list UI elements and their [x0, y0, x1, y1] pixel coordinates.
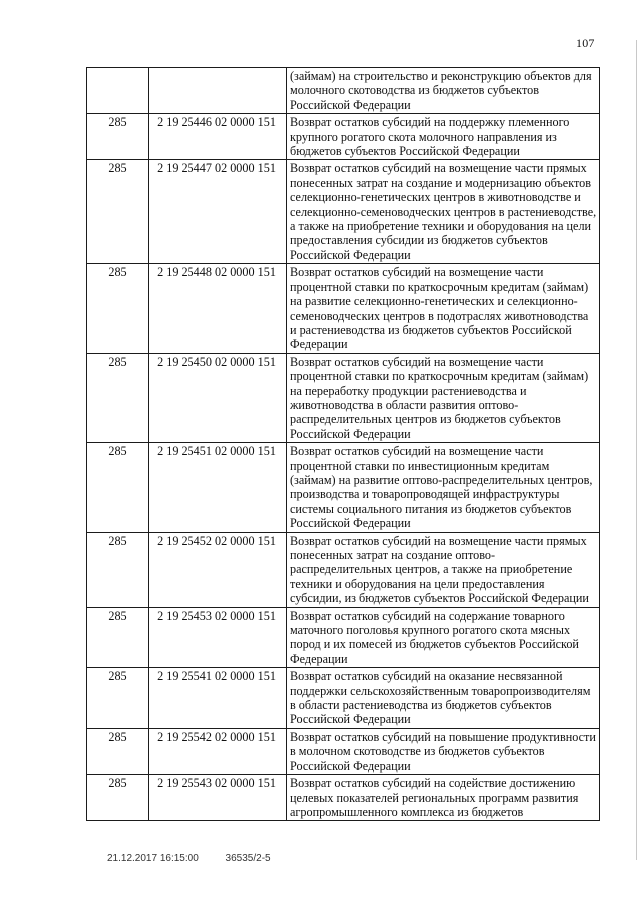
- description-cell: Возврат остатков субсидий на возмещение части процентной ставки по краткосрочным кредитам (займам) на развитие селекционно-генетических и селекционно-семеноводческих центров в подотраслях животноводства и растениеводства из бюджетов субъектов Российской Федерации: [287, 264, 600, 353]
- table-row: [87, 68, 600, 114]
- admin-code-cell: [87, 68, 149, 114]
- table-row: [87, 607, 600, 668]
- budget-classification-code-cell: 2 19 25543 02 0000 151: [149, 775, 287, 821]
- budget-classification-code-cell: [149, 68, 287, 114]
- budget-classification-code-cell: 2 19 25452 02 0000 151: [149, 532, 287, 607]
- admin-code-cell: 285: [87, 532, 149, 607]
- admin-code-cell: 285: [87, 353, 149, 442]
- budget-classification-code-cell: 2 19 25446 02 0000 151: [149, 114, 287, 160]
- page-number: 107: [576, 36, 595, 50]
- footer-timestamp: 21.12.2017 16:15:00: [107, 853, 199, 864]
- admin-code-cell: 285: [87, 443, 149, 532]
- document-footer: [107, 853, 271, 864]
- admin-code-cell: 285: [87, 114, 149, 160]
- budget-classification-code-cell: 2 19 25453 02 0000 151: [149, 607, 287, 668]
- budget-classification-code-cell: 2 19 25447 02 0000 151: [149, 160, 287, 264]
- budget-classification-code-cell: 2 19 25542 02 0000 151: [149, 728, 287, 774]
- admin-code-cell: 285: [87, 264, 149, 353]
- table-row: [87, 728, 600, 774]
- admin-code-cell: 285: [87, 668, 149, 729]
- scan-edge-mark: [636, 40, 637, 860]
- admin-code-cell: 285: [87, 160, 149, 264]
- description-cell: Возврат остатков субсидий на поддержку племенного крупного рогатого скота молочного направления из бюджетов субъектов Российской Федерации: [287, 114, 600, 160]
- table-row: [87, 264, 600, 353]
- table-row: [87, 353, 600, 442]
- description-cell: Возврат остатков субсидий на возмещение части прямых понесенных затрат на создание и модернизацию объектов селекционно-генетических центров в животноводстве и селекционно-семеноводческих центров в растениеводстве, а также на приобретение техники и оборудования на цели предоставления субсидии из бюджетов субъектов Российской Федерации: [287, 160, 600, 264]
- admin-code-cell: 285: [87, 607, 149, 668]
- description-cell: (займам) на строительство и реконструкцию объектов для молочного скотоводства из бюджетов субъектов Российской Федерации: [287, 68, 600, 114]
- description-cell: Возврат остатков субсидий на содержание товарного маточного поголовья крупного рогатого скота мясных пород и их помесей из бюджетов субъектов Российской Федерации: [287, 607, 600, 668]
- table-row: [87, 668, 600, 729]
- table-row: [87, 775, 600, 821]
- admin-code-cell: 285: [87, 728, 149, 774]
- table-body: [87, 68, 600, 821]
- budget-codes-table: [86, 67, 600, 821]
- description-cell: Возврат остатков субсидий на содействие достижению целевых показателей региональных программ развития агропромышленного комплекса из бюджетов: [287, 775, 600, 821]
- description-cell: Возврат остатков субсидий на повышение продуктивности в молочном скотоводстве из бюджетов субъектов Российской Федерации: [287, 728, 600, 774]
- description-cell: Возврат остатков субсидий на возмещение части процентной ставки по краткосрочным кредитам (займам) на переработку продукции растениеводства и животноводства в области развития оптово-распределительных центров из бюджетов субъектов Российской Федерации: [287, 353, 600, 442]
- table-row: [87, 160, 600, 264]
- description-cell: Возврат остатков субсидий на возмещение части прямых понесенных затрат на создание оптово-распределительных центров, а также на приобретение техники и оборудования на цели предоставления субсидии, из бюджетов субъектов Российской Федерации: [287, 532, 600, 607]
- description-cell: Возврат остатков субсидий на оказание несвязанной поддержки сельскохозяйственным товаропроизводителям в области растениеводства из бюджетов субъектов Российской Федерации: [287, 668, 600, 729]
- table-row: [87, 114, 600, 160]
- description-cell: Возврат остатков субсидий на возмещение части процентной ставки по инвестиционным кредитам (займам) на развитие оптово-распределительных центров, производства и товаропроводящей инфраструктуры системы социального питания из бюджетов субъектов Российской Федерации: [287, 443, 600, 532]
- footer-document-id: 36535/2-5: [225, 853, 271, 864]
- table-row: [87, 443, 600, 532]
- admin-code-cell: 285: [87, 775, 149, 821]
- budget-classification-code-cell: 2 19 25448 02 0000 151: [149, 264, 287, 353]
- budget-classification-code-cell: 2 19 25541 02 0000 151: [149, 668, 287, 729]
- budget-classification-code-cell: 2 19 25450 02 0000 151: [149, 353, 287, 442]
- budget-classification-code-cell: 2 19 25451 02 0000 151: [149, 443, 287, 532]
- table-row: [87, 532, 600, 607]
